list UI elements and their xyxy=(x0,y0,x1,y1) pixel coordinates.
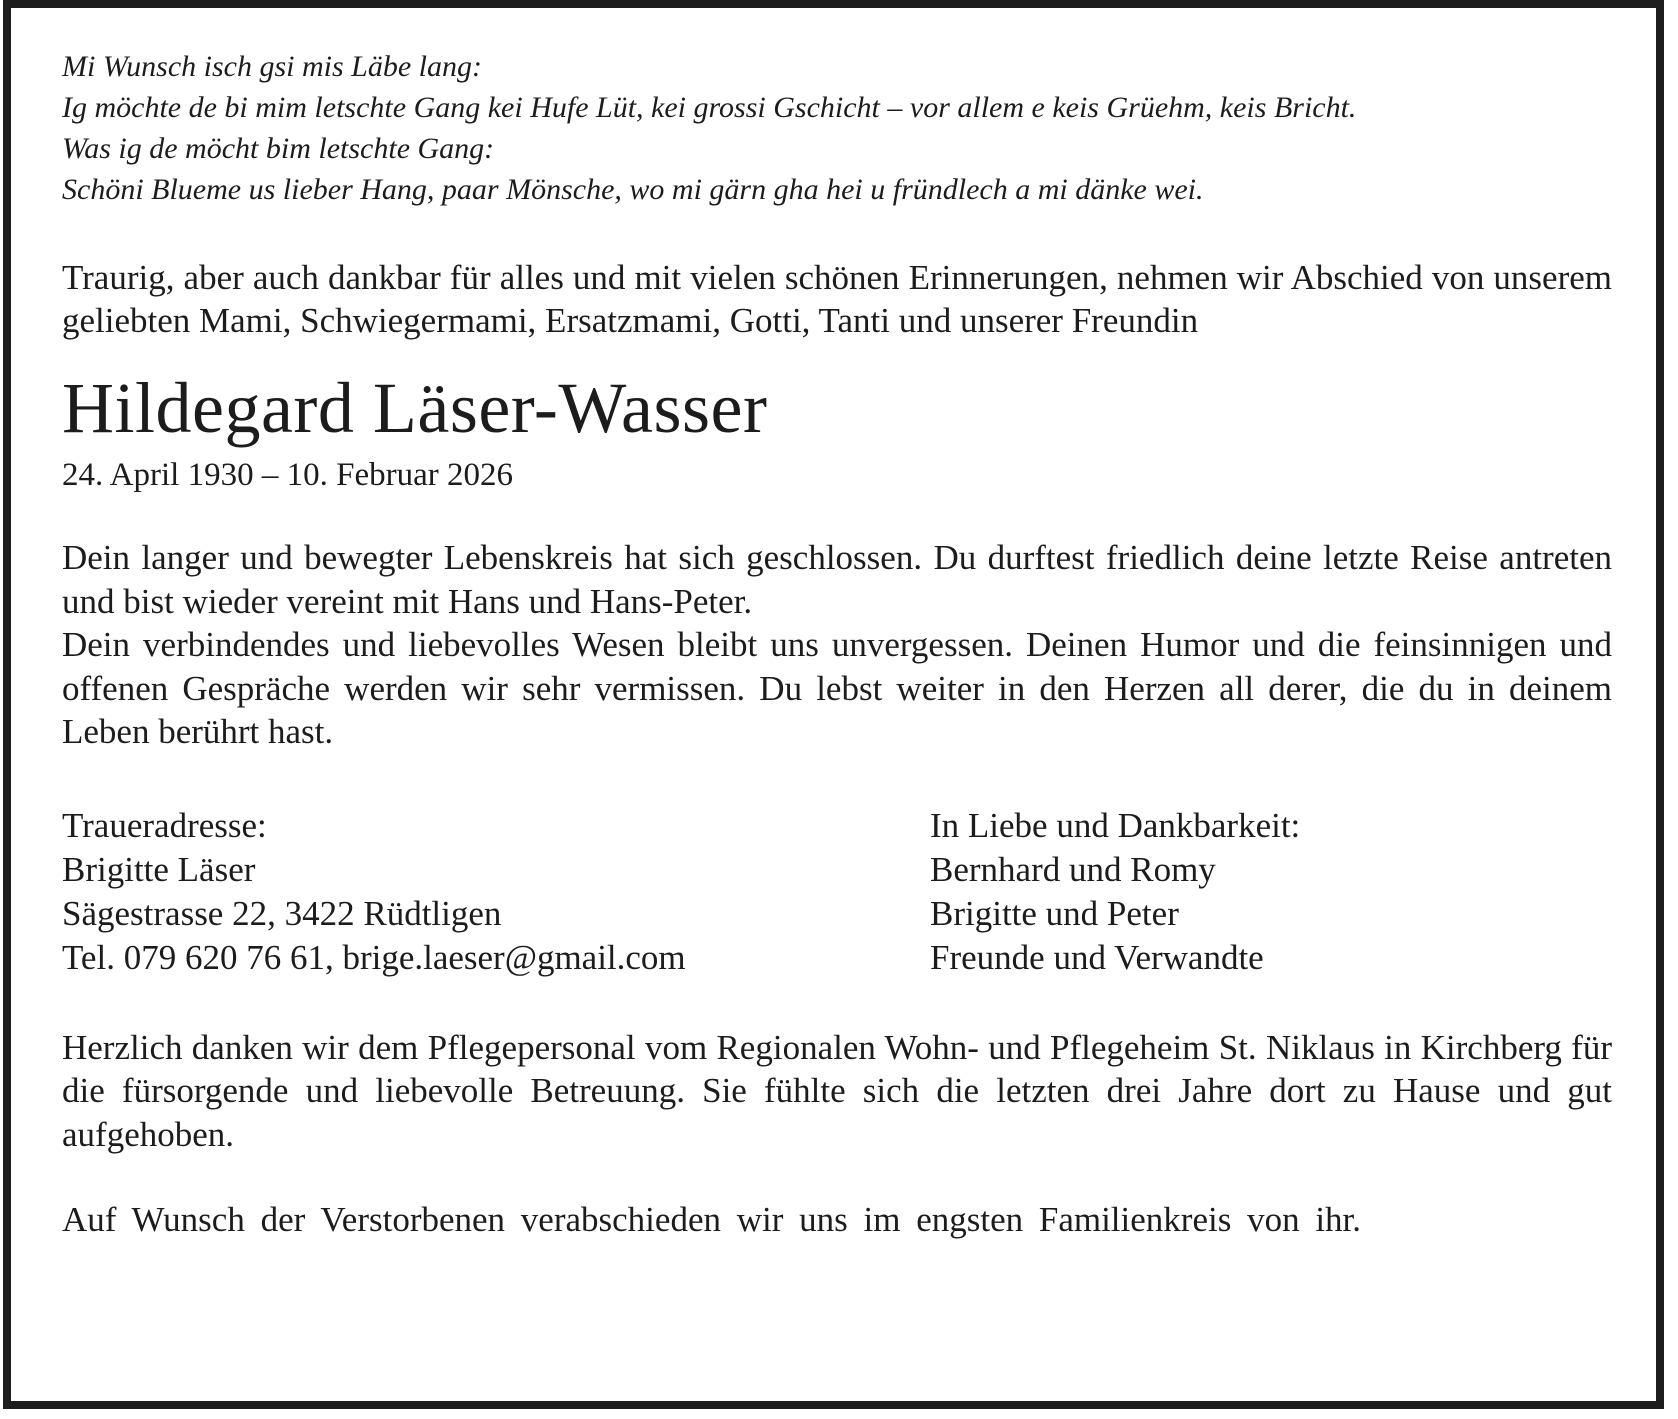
family-line: Brigitte und Peter xyxy=(930,893,1179,933)
mourning-address-label: Traueradresse: xyxy=(62,805,267,845)
tribute-paragraph-2: Dein verbindendes und liebevolles Wesen bleibt uns unvergessen. Deinen Humor und die feinsinnigen und offenen Gespräche werden wir sehr vermissen. Du lebst weiter in den Herzen all derer, die du in deinem Leben berührt hast. xyxy=(62,625,1612,751)
tribute-paragraph-1: Dein langer und bewegter Lebenskreis hat sich geschlossen. Du durftest friedlich deine letzte Reise antreten und bist wieder vereint mit Hans und Hans-Peter. xyxy=(62,538,1612,621)
obituary-notice-frame xyxy=(3,0,1664,1409)
mourning-address-line: Tel. 079 620 76 61, brige.laeser@gmail.com xyxy=(62,937,686,977)
family-line: Bernhard und Romy xyxy=(930,849,1216,889)
contact-columns xyxy=(62,804,1612,980)
deceased-name: Hildegard Läser-Wasser xyxy=(62,368,768,448)
thanks-paragraph: Herzlich danken wir dem Pflegepersonal vom Regionalen Wohn- und Pflegeheim St. Niklaus in Kirchberg für die fürsorgende und liebevolle Betreuung. Sie fühlte sich die letzten drei Jahre dort zu Hause und gut aufgehoben. xyxy=(62,1027,1612,1154)
life-dates: 24. April 1930 – 10. Februar 2026 xyxy=(62,457,513,493)
closing-line: Auf Wunsch der Verstorbenen verabschieden wir uns im engsten Familienkreis von ihr. xyxy=(62,1200,1362,1239)
mourning-address-line: Sägestrasse 22, 3422 Rüdtligen xyxy=(62,893,502,933)
mourning-address-line: Brigitte Läser xyxy=(62,849,256,889)
poem-line: Schöni Blueme us lieber Hang, paar Mönsche, wo mi gärn gha hei u fründlech a mi dänke wei. xyxy=(62,173,1204,206)
intro-text: Traurig, aber auch dankbar für alles und mit vielen schönen Erinnerungen, nehmen wir Abschied von unserem geliebten Mami, Schwiegermami, Ersatzmami, Gotti, Tanti und unserer Freundin xyxy=(62,258,1612,340)
family-label: In Liebe und Dankbarkeit: xyxy=(930,805,1301,845)
family-line: Freunde und Verwandte xyxy=(930,937,1264,977)
tribute-block xyxy=(62,536,1612,754)
poem-line: Ig möchte de bi mim letschte Gang kei Hufe Lüt, kei grossi Gschicht – vor allem e keis Grüehm, keis Bricht. xyxy=(62,91,1357,124)
poem-line: Mi Wunsch isch gsi mis Läbe lang: xyxy=(62,50,482,83)
family-block xyxy=(930,804,1612,980)
obituary-content xyxy=(11,8,1656,1241)
poem-block xyxy=(62,46,1612,210)
mourning-address-block xyxy=(62,804,930,980)
poem-line: Was ig de möcht bim letschte Gang: xyxy=(62,132,495,165)
